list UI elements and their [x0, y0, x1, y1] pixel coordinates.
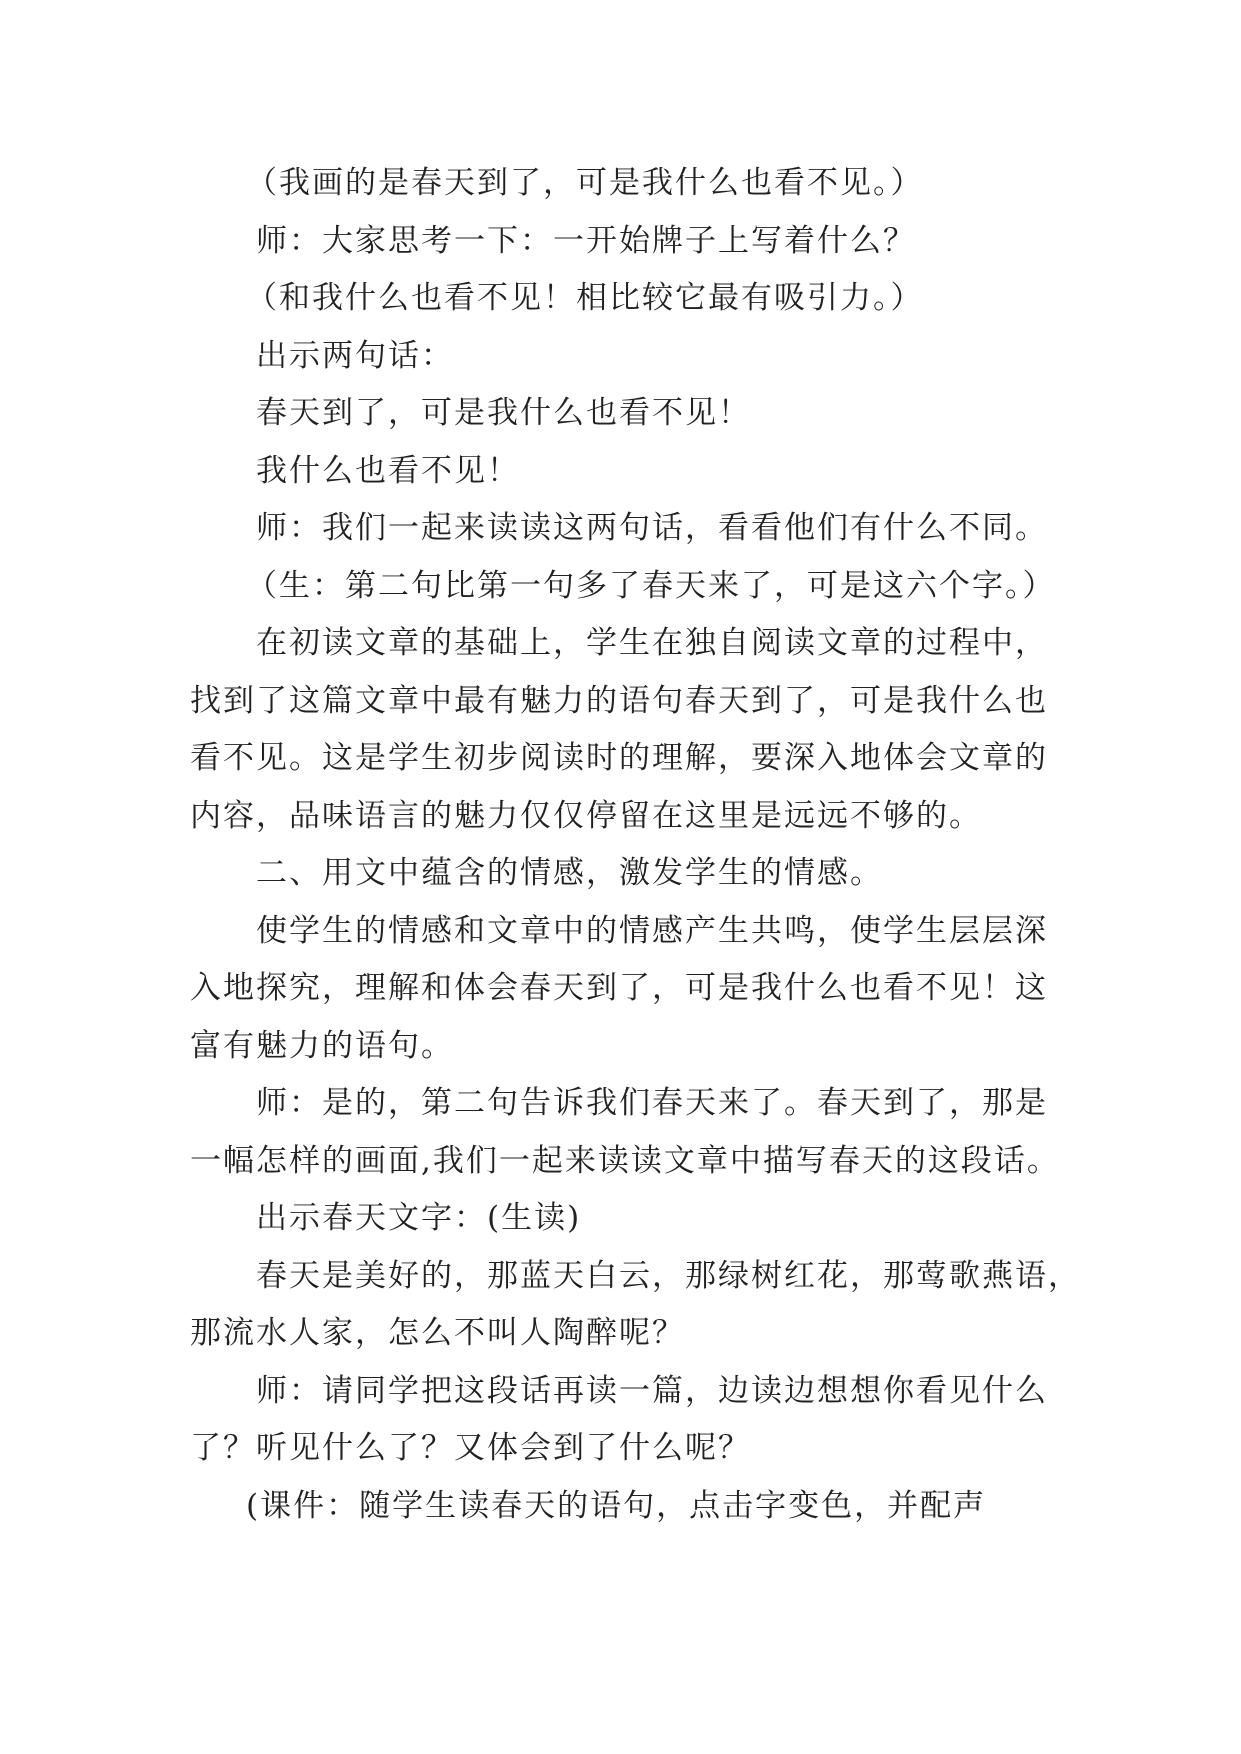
paragraph-line: （生：第二句比第一句多了春天来了，可是这六个字。）	[246, 567, 1056, 604]
paragraph-line: 师：大家思考一下：一开始牌子上写着什么？	[256, 222, 916, 259]
paragraph-line: 那流水人家，怎么不叫人陶醉呢？	[190, 1315, 685, 1351]
paragraph-line: 内容，品味语言的魅力仅仅停留在这里是远远不够的。	[190, 797, 982, 834]
paragraph-line: 师：请同学把这段话再读一篇，边读边想想你看见什么	[256, 1372, 1048, 1409]
paragraph-line: 出示春天文字：(生读)	[256, 1200, 582, 1236]
paragraph-line: 使学生的情感和文章中的情感产生共鸣，使学生层层深	[256, 912, 1048, 949]
paragraph-line: 在初读文章的基础上，学生在独自阅读文章的过程中，	[256, 625, 1048, 661]
paragraph-line: 春天到了，可是我什么也看不见！	[256, 395, 751, 431]
document-body	[190, 155, 1081, 1535]
paragraph-line: 师：我们一起来读读这两句话，看看他们有什么不同。	[256, 510, 1048, 546]
section-heading: 二、用文中蕴含的情感，激发学生的情感。	[256, 855, 883, 891]
paragraph-line: （我画的是春天到了，可是我什么也看不见。）	[246, 165, 924, 201]
paragraph-line: 入地探究，理解和体会春天到了，可是我什么也看不见！这	[190, 970, 1048, 1006]
paragraph-line: 富有魅力的语句。	[190, 1027, 454, 1064]
paragraph-line: 看不见。这是学生初步阅读时的理解，要深入地体会文章的	[190, 740, 1048, 776]
paragraph-line: （和我什么也看不见！相比较它最有吸引力。）	[246, 280, 924, 316]
paragraph-line: 一幅怎样的画面,我们一起来读读文章中描写春天的这段话。	[190, 1142, 1060, 1179]
paragraph-line: 了？听见什么了？又体会到了什么呢？	[190, 1430, 751, 1466]
paragraph-line: 师：是的，第二句告诉我们春天来了。春天到了，那是	[256, 1085, 1048, 1121]
paragraph-line: 春天是美好的，那蓝天白云，那绿树红花，那莺歌燕语，	[256, 1257, 1081, 1294]
paragraph-line: (课件：随学生读春天的语句，点击字变色，并配声	[246, 1487, 987, 1524]
paragraph-line: 我什么也看不见！	[256, 452, 520, 489]
paragraph-line: 找到了这篇文章中最有魅力的语句春天到了，可是我什么也	[190, 682, 1048, 719]
paragraph-line: 出示两句话：	[256, 337, 454, 374]
